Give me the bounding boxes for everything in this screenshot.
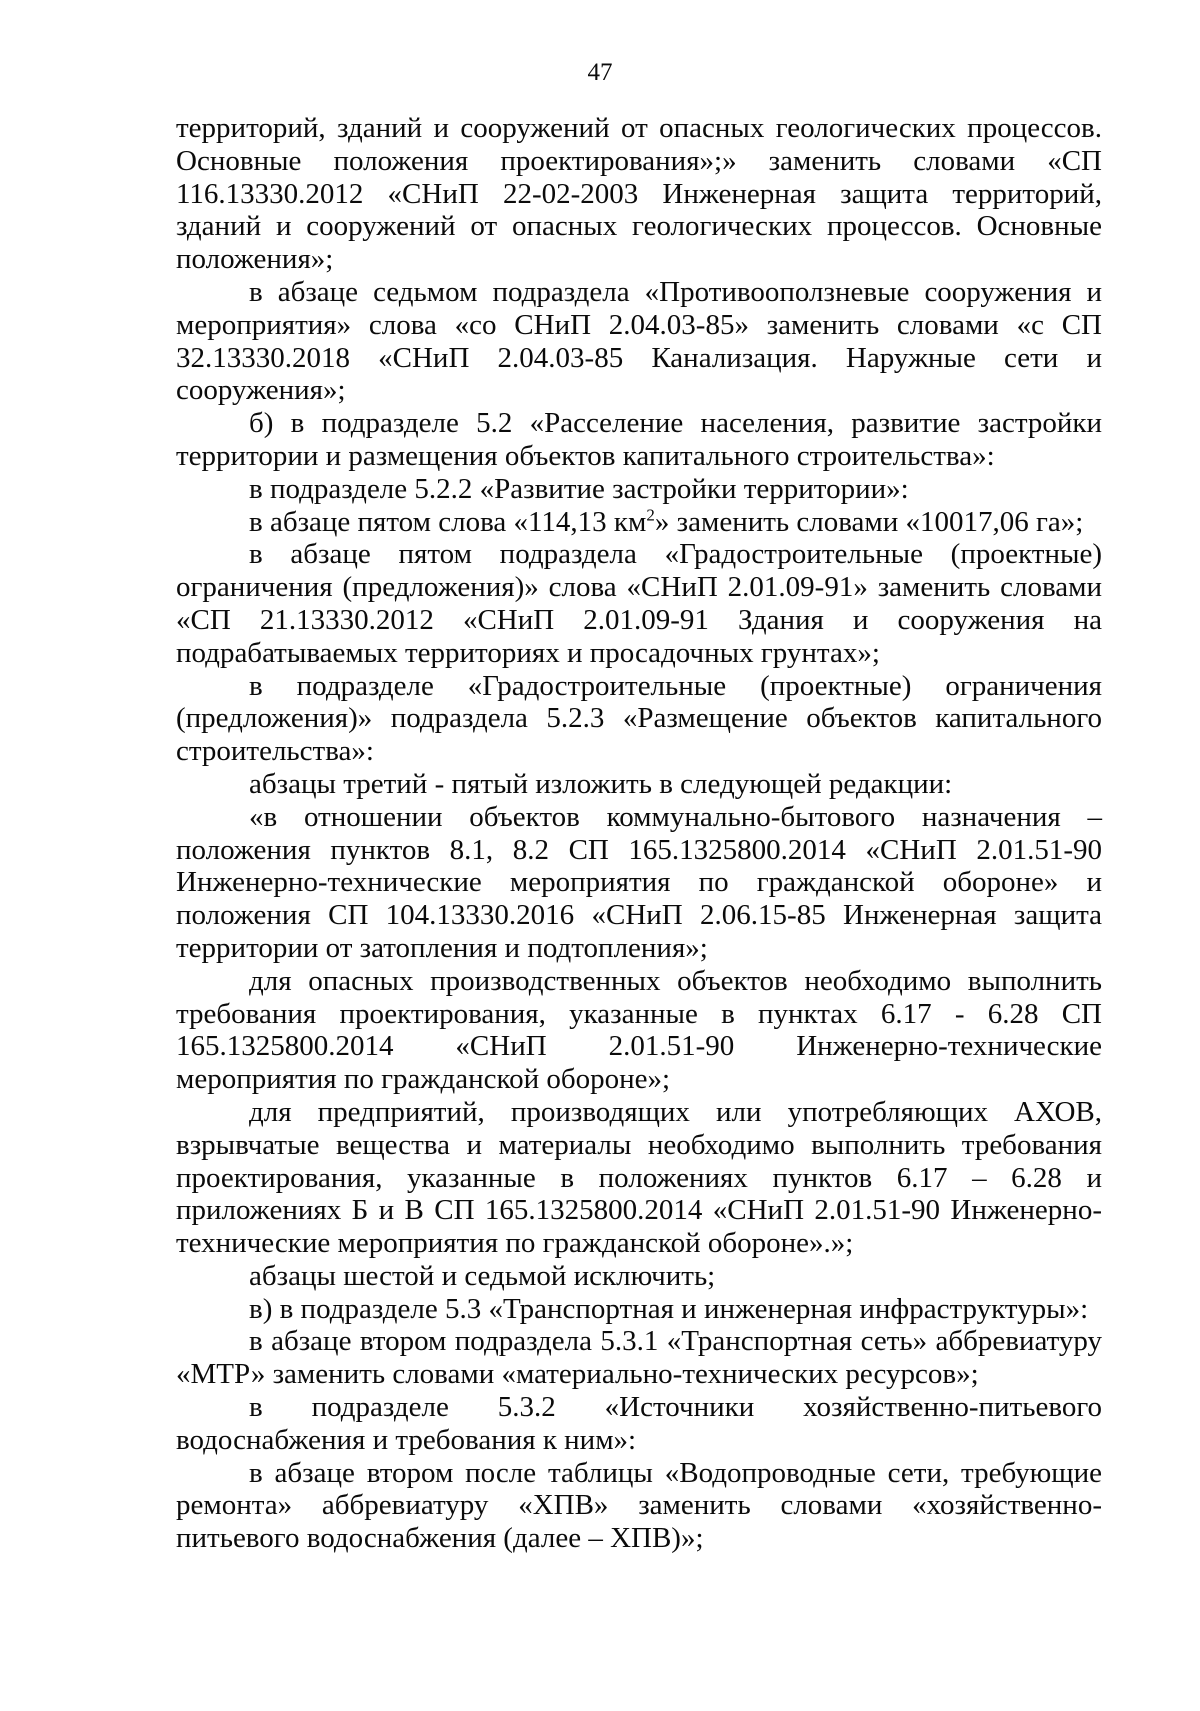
paragraph-water-supply: в абзаце втором после таблицы «Водопроводные сети, требующие ремонта» аббревиатуру «ХПВ» заменить словами «хозяйственно-питьевого водоснабжения (далее – ХПВ)»; (176, 1456, 1102, 1555)
document-body (176, 112, 1102, 1555)
area-text-after: » заменить словами «10017,06 га»; (654, 505, 1084, 538)
area-text-before: в абзаце пятом слова «114,13 км (249, 505, 647, 538)
paragraph-continuation: территорий, зданий и сооружений от опасных геологических процессов. Основные положения проектирования»;» заменить словами «СП 116.13330.2012 «СНиП 22-02-2003 Инженерная защита территорий, зданий и сооружений от опасных геологических процессов. Основные положения»; (176, 112, 1102, 276)
paragraph-subsection-5-3: в) в подразделе 5.3 «Транспортная и инженерная инфраструктуры»: (249, 1292, 1089, 1325)
area-unit-superscript: 2 (646, 504, 655, 524)
paragraph-exclusion: абзацы шестой и седьмой исключить; (249, 1259, 716, 1292)
paragraph-chemical-enterprises: для предприятий, производящих или употребляющих АХОВ, взрывчатые вещества и материалы необходимо выполнить требования проектирования, указанные в положениях пунктов 6.17 – 6.28 и приложениях Б и В СП 165.1325800.2014 «СНиП 2.01.51-90 Инженерно-технические мероприятия по гражданской обороне».»; (176, 1095, 1102, 1260)
paragraph-landslide-protection: в абзаце седьмом подраздела «Противооползневые сооружения и мероприятия» слова «со СНиП 2.04.03-85» заменить словами «с СП 32.13330.2018 «СНиП 2.04.03-85 Канализация. Наружные сети и сооружения»; (176, 275, 1102, 407)
paragraph-new-wording-intro: абзацы третий - пятый изложить в следующей редакции: (249, 767, 953, 800)
paragraph-urban-planning-restrictions: в абзаце пятом подраздела «Градостроительные (проектные) ограничения (предложения)» слова «СНиП 2.01.09-91» заменить словами «СП 21.13330.2012 «СНиП 2.01.09-91 Здания и сооружения на подрабатываемых территориях и просадочных грунтах»; (176, 538, 1102, 669)
paragraph-hazardous-objects: для опасных производственных объектов необходимо выполнить требования проектирования, указанные в пунктах 6.17 - 6.28 СП 165.1325800.2014 «СНиП 2.01.51-90 Инженерно-технические мероприятия по гражданской обороне»; (176, 964, 1102, 1096)
paragraph-subsection-5-3-2: в подразделе 5.3.2 «Источники хозяйственно-питьевого водоснабжения и требования к ним»: (176, 1391, 1102, 1456)
page-number: 47 (587, 59, 613, 86)
paragraph-subsection-5-2-3: в подразделе «Градостроительные (проектные) ограничения (предложения)» подраздела 5.2.3 «Размещение объектов капитального строительства»: (176, 669, 1102, 768)
paragraph-area-replacement (176, 506, 1102, 539)
paragraph-transport-network: в абзаце втором подраздела 5.3.1 «Транспортная сеть» аббревиатуру «МТР» заменить словами «материально-технических ресурсов»; (176, 1325, 1102, 1391)
paragraph-communal-objects: «в отношении объектов коммунально-бытового назначения – положения пунктов 8.1, 8.2 СП 165.1325800.2014 «СНиП 2.01.51-90 Инженерно-технические мероприятия по гражданской обороне» и положения СП 104.13330.2016 «СНиП 2.06.15-85 Инженерная защита территории от затопления и подтопления»; (176, 800, 1102, 964)
paragraph-subsection-5-2-2: в подразделе 5.2.2 «Развитие застройки территории»: (249, 472, 909, 505)
paragraph-subsection-5-2: б) в подразделе 5.2 «Расселение населения, развитие застройки территории и размещения объектов капитального строительства»: (176, 407, 1102, 472)
